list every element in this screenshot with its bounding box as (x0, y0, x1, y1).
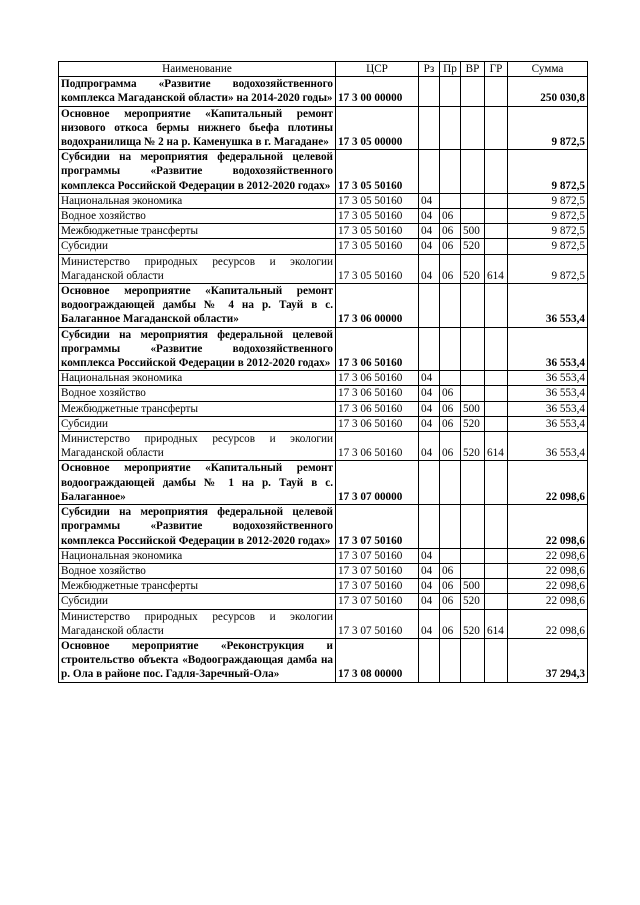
cell-sum: 22 098,6 (508, 563, 588, 578)
table-row (59, 209, 588, 224)
cell-pr (440, 150, 461, 194)
cell-name: Субсидии (59, 594, 336, 609)
cell-gr (485, 579, 508, 594)
cell-sum: 9 872,5 (508, 106, 588, 150)
cell-gr (485, 371, 508, 386)
cell-gr: 614 (485, 432, 508, 461)
cell-name: Межбюджетные трансферты (59, 579, 336, 594)
cell-sum: 9 872,5 (508, 254, 588, 283)
cell-rz (419, 638, 440, 682)
cell-name: Основное мероприятие «Реконструкция и строительство объекта «Водоограждающая дамба на р. Ола в районе пос. Гадля-Заречный-Ола» (59, 638, 336, 682)
cell-gr (485, 505, 508, 549)
cell-gr: 614 (485, 254, 508, 283)
cell-name: Субсидии на мероприятия федеральной целевой программы «Развитие водохозяйственного комплекса Российской Федерации в 2012-2020 годах» (59, 505, 336, 549)
table-row (59, 432, 588, 461)
cell-sum: 250 030,8 (508, 77, 588, 106)
cell-csr: 17 3 06 50160 (336, 401, 419, 416)
cell-name: Основное мероприятие «Капитальный ремонт водоограждающей дамбы № 4 на р. Тауй в с. Балаганное Магаданской области» (59, 284, 336, 328)
cell-rz (419, 150, 440, 194)
cell-pr: 06 (440, 209, 461, 224)
cell-csr: 17 3 06 50160 (336, 327, 419, 371)
document-page (58, 61, 587, 683)
cell-gr (485, 224, 508, 239)
cell-name: Министерство природных ресурсов и экологии Магаданской области (59, 254, 336, 283)
cell-gr (485, 284, 508, 328)
cell-sum: 36 553,4 (508, 416, 588, 431)
table-row (59, 548, 588, 563)
cell-sum: 22 098,6 (508, 548, 588, 563)
cell-rz: 04 (419, 386, 440, 401)
cell-csr: 17 3 00 00000 (336, 77, 419, 106)
cell-csr: 17 3 06 00000 (336, 284, 419, 328)
cell-sum: 22 098,6 (508, 461, 588, 505)
table-row (59, 579, 588, 594)
header-name: Наименование (59, 62, 336, 77)
table-row (59, 638, 588, 682)
cell-vr: 520 (461, 254, 485, 283)
cell-sum: 22 098,6 (508, 609, 588, 638)
header-gr: ГР (485, 62, 508, 77)
table-row (59, 77, 588, 106)
cell-pr: 06 (440, 416, 461, 431)
cell-vr (461, 461, 485, 505)
cell-pr: 06 (440, 401, 461, 416)
cell-csr: 17 3 07 50160 (336, 594, 419, 609)
cell-csr: 17 3 05 50160 (336, 193, 419, 208)
cell-sum: 9 872,5 (508, 224, 588, 239)
cell-gr (485, 77, 508, 106)
cell-sum: 22 098,6 (508, 594, 588, 609)
cell-name: Подпрограмма «Развитие водохозяйственного комплекса Магаданской области» на 2014-2020 годы» (59, 77, 336, 106)
cell-gr (485, 416, 508, 431)
cell-name: Водное хозяйство (59, 386, 336, 401)
table-row (59, 371, 588, 386)
cell-name: Субсидии (59, 239, 336, 254)
cell-rz: 04 (419, 416, 440, 431)
table-row (59, 505, 588, 549)
cell-gr (485, 209, 508, 224)
cell-csr: 17 3 06 50160 (336, 432, 419, 461)
cell-gr (485, 548, 508, 563)
header-pr: Пр (440, 62, 461, 77)
cell-csr: 17 3 05 50160 (336, 224, 419, 239)
cell-vr: 520 (461, 416, 485, 431)
cell-rz: 04 (419, 371, 440, 386)
cell-csr: 17 3 06 50160 (336, 416, 419, 431)
cell-pr: 06 (440, 386, 461, 401)
cell-rz: 04 (419, 609, 440, 638)
cell-name: Основное мероприятие «Капитальный ремонт низового откоса бермы нижнего бьефа плотины водохранилища № 2 на р. Каменушка в г. Магадане» (59, 106, 336, 150)
table-row (59, 401, 588, 416)
header-vr: ВР (461, 62, 485, 77)
cell-csr: 17 3 05 50160 (336, 150, 419, 194)
cell-csr: 17 3 07 50160 (336, 548, 419, 563)
cell-csr: 17 3 07 50160 (336, 563, 419, 578)
cell-pr (440, 106, 461, 150)
cell-rz: 04 (419, 224, 440, 239)
cell-pr: 06 (440, 432, 461, 461)
cell-name: Водное хозяйство (59, 563, 336, 578)
cell-csr: 17 3 06 50160 (336, 371, 419, 386)
cell-sum: 36 553,4 (508, 386, 588, 401)
cell-pr (440, 548, 461, 563)
cell-sum: 36 553,4 (508, 327, 588, 371)
cell-pr (440, 284, 461, 328)
cell-pr (440, 371, 461, 386)
table-row (59, 106, 588, 150)
cell-name: Министерство природных ресурсов и экологии Магаданской области (59, 609, 336, 638)
cell-csr: 17 3 07 00000 (336, 461, 419, 505)
cell-sum: 9 872,5 (508, 239, 588, 254)
cell-csr: 17 3 08 00000 (336, 638, 419, 682)
cell-vr (461, 209, 485, 224)
cell-vr (461, 106, 485, 150)
cell-name: Субсидии на мероприятия федеральной целевой программы «Развитие водохозяйственного комплекса Российской Федерации в 2012-2020 годах» (59, 327, 336, 371)
table-row (59, 150, 588, 194)
cell-rz (419, 505, 440, 549)
cell-vr: 500 (461, 579, 485, 594)
cell-rz: 04 (419, 239, 440, 254)
cell-vr (461, 638, 485, 682)
cell-csr: 17 3 05 00000 (336, 106, 419, 150)
cell-sum: 22 098,6 (508, 579, 588, 594)
cell-vr (461, 150, 485, 194)
header-csr: ЦСР (336, 62, 419, 77)
cell-sum: 36 553,4 (508, 284, 588, 328)
table-row (59, 224, 588, 239)
cell-sum: 36 553,4 (508, 371, 588, 386)
cell-rz (419, 461, 440, 505)
cell-pr (440, 505, 461, 549)
cell-name: Национальная экономика (59, 371, 336, 386)
table-row (59, 461, 588, 505)
cell-rz (419, 284, 440, 328)
cell-pr: 06 (440, 254, 461, 283)
cell-vr (461, 77, 485, 106)
cell-rz (419, 77, 440, 106)
header-sum: Сумма (508, 62, 588, 77)
cell-sum: 9 872,5 (508, 209, 588, 224)
table-row (59, 386, 588, 401)
cell-sum: 9 872,5 (508, 193, 588, 208)
table-row (59, 416, 588, 431)
cell-pr (440, 638, 461, 682)
table-row (59, 284, 588, 328)
cell-name: Межбюджетные трансферты (59, 401, 336, 416)
cell-rz: 04 (419, 579, 440, 594)
cell-vr: 500 (461, 224, 485, 239)
cell-rz: 04 (419, 254, 440, 283)
cell-vr: 520 (461, 594, 485, 609)
cell-vr: 520 (461, 609, 485, 638)
cell-gr (485, 638, 508, 682)
cell-csr: 17 3 05 50160 (336, 239, 419, 254)
cell-pr (440, 327, 461, 371)
cell-gr (485, 193, 508, 208)
cell-vr (461, 563, 485, 578)
table-row (59, 594, 588, 609)
cell-csr: 17 3 07 50160 (336, 579, 419, 594)
cell-csr: 17 3 07 50160 (336, 505, 419, 549)
cell-sum: 36 553,4 (508, 401, 588, 416)
budget-table (58, 61, 588, 683)
cell-pr: 06 (440, 563, 461, 578)
table-row (59, 327, 588, 371)
cell-gr (485, 563, 508, 578)
cell-pr: 06 (440, 239, 461, 254)
cell-csr: 17 3 05 50160 (336, 209, 419, 224)
table-row (59, 193, 588, 208)
cell-vr (461, 193, 485, 208)
cell-pr: 06 (440, 609, 461, 638)
cell-sum: 22 098,6 (508, 505, 588, 549)
cell-name: Субсидии на мероприятия федеральной целевой программы «Развитие водохозяйственного комплекса Российской Федерации в 2012-2020 годах» (59, 150, 336, 194)
cell-rz: 04 (419, 563, 440, 578)
cell-vr (461, 548, 485, 563)
cell-rz (419, 106, 440, 150)
cell-csr: 17 3 05 50160 (336, 254, 419, 283)
cell-gr (485, 401, 508, 416)
cell-vr (461, 327, 485, 371)
cell-csr: 17 3 06 50160 (336, 386, 419, 401)
table-row (59, 239, 588, 254)
cell-name: Субсидии (59, 416, 336, 431)
cell-sum: 37 294,3 (508, 638, 588, 682)
cell-pr (440, 193, 461, 208)
cell-sum: 9 872,5 (508, 150, 588, 194)
cell-name: Межбюджетные трансферты (59, 224, 336, 239)
cell-rz: 04 (419, 432, 440, 461)
cell-vr (461, 505, 485, 549)
cell-gr (485, 461, 508, 505)
cell-rz: 04 (419, 594, 440, 609)
header-rz: Рз (419, 62, 440, 77)
table-body (59, 77, 588, 682)
cell-vr (461, 386, 485, 401)
cell-gr (485, 594, 508, 609)
cell-pr: 06 (440, 579, 461, 594)
table-row (59, 254, 588, 283)
cell-pr: 06 (440, 224, 461, 239)
cell-pr (440, 77, 461, 106)
cell-pr (440, 461, 461, 505)
cell-gr (485, 327, 508, 371)
cell-gr (485, 386, 508, 401)
cell-pr: 06 (440, 594, 461, 609)
cell-csr: 17 3 07 50160 (336, 609, 419, 638)
cell-vr: 500 (461, 401, 485, 416)
cell-gr: 614 (485, 609, 508, 638)
cell-rz: 04 (419, 209, 440, 224)
table-row (59, 609, 588, 638)
cell-gr (485, 150, 508, 194)
cell-vr: 520 (461, 432, 485, 461)
cell-rz: 04 (419, 548, 440, 563)
table-row (59, 563, 588, 578)
cell-name: Основное мероприятие «Капитальный ремонт водоограждающей дамбы № 1 на р. Тауй в с. Балаганное» (59, 461, 336, 505)
cell-name: Водное хозяйство (59, 209, 336, 224)
cell-vr (461, 371, 485, 386)
cell-sum: 36 553,4 (508, 432, 588, 461)
cell-rz: 04 (419, 401, 440, 416)
cell-gr (485, 106, 508, 150)
cell-vr: 520 (461, 239, 485, 254)
cell-name: Национальная экономика (59, 193, 336, 208)
cell-rz: 04 (419, 193, 440, 208)
cell-name: Министерство природных ресурсов и экологии Магаданской области (59, 432, 336, 461)
cell-name: Национальная экономика (59, 548, 336, 563)
table-header-row (59, 62, 588, 77)
cell-vr (461, 284, 485, 328)
cell-rz (419, 327, 440, 371)
cell-gr (485, 239, 508, 254)
